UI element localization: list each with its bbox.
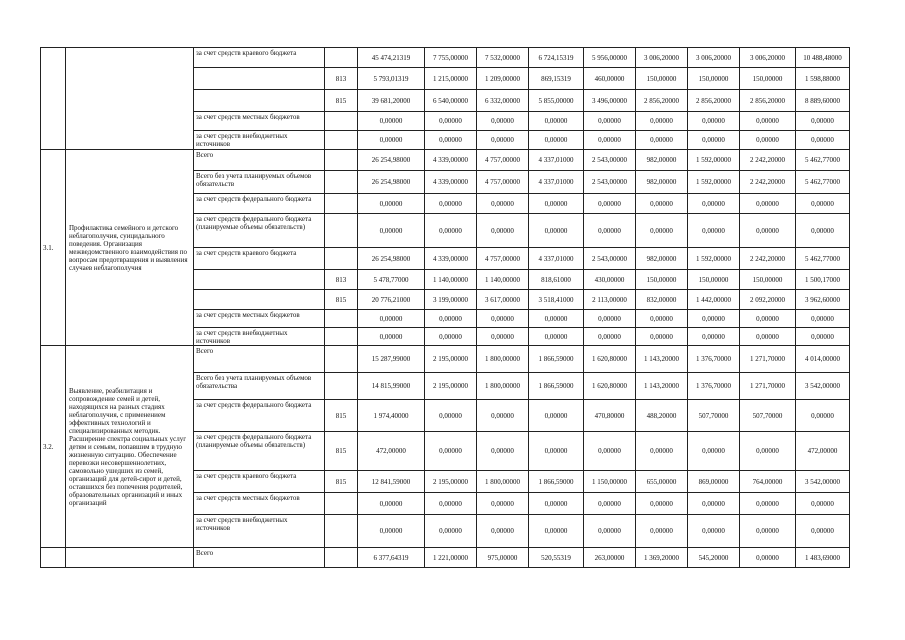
value-cell: 0,00000 (796, 310, 850, 328)
value-cell: 2 856,20000 (740, 90, 796, 112)
value-cell: 0,00000 (796, 493, 850, 515)
value-cell: 3 542,00000 (796, 471, 850, 493)
value-cell: 0,00000 (740, 310, 796, 328)
value-cell: 7 755,00000 (425, 48, 477, 68)
value-cell: 0,00000 (358, 131, 425, 150)
value-cell: 545,20000 (688, 548, 740, 568)
value-cell: 0,00000 (740, 493, 796, 515)
value-cell: 3 006,20000 (688, 48, 740, 68)
value-cell: 1 140,00000 (477, 270, 529, 290)
grbs-code-cell: 815 (325, 400, 358, 432)
section-number: 3.1. (41, 150, 66, 346)
value-cell: 0,00000 (529, 310, 584, 328)
empty-cell (325, 493, 358, 515)
value-cell: 150,00000 (688, 68, 740, 90)
value-cell: 0,00000 (584, 310, 636, 328)
value-cell: 5 793,01319 (358, 68, 425, 90)
value-cell: 0,00000 (477, 493, 529, 515)
value-cell: 1 598,88000 (796, 68, 850, 90)
value-cell: 0,00000 (688, 194, 740, 214)
value-cell: 0,00000 (636, 515, 688, 548)
value-cell: 818,61000 (529, 270, 584, 290)
value-cell: 0,00000 (740, 328, 796, 346)
funding-source-label: Всего без учета планируемых объемов обязательства (194, 373, 325, 400)
value-cell: 0,00000 (688, 214, 740, 248)
value-cell: 0,00000 (740, 548, 796, 568)
value-cell: 0,00000 (358, 112, 425, 131)
value-cell: 3 617,00000 (477, 290, 529, 310)
value-cell: 1 376,70000 (688, 373, 740, 400)
funding-source-label: за счет средств местных бюджетов (194, 112, 325, 131)
value-cell: 0,00000 (425, 432, 477, 471)
value-cell: 4 757,00000 (477, 248, 529, 270)
value-cell: 0,00000 (636, 112, 688, 131)
number-cell-empty (41, 48, 66, 150)
value-cell: 0,00000 (740, 515, 796, 548)
funding-source-label: за счет средств внебюджетных источников (194, 131, 325, 150)
value-cell: 0,00000 (636, 131, 688, 150)
value-cell: 982,00000 (636, 150, 688, 171)
value-cell: 0,00000 (688, 328, 740, 346)
value-cell: 3 542,00000 (796, 373, 850, 400)
value-cell: 26 254,98000 (358, 150, 425, 171)
value-cell: 869,15319 (529, 68, 584, 90)
value-cell: 0,00000 (477, 194, 529, 214)
value-cell: 0,00000 (358, 515, 425, 548)
value-cell: 0,00000 (636, 493, 688, 515)
value-cell: 3 006,20000 (740, 48, 796, 68)
funding-source-empty (194, 68, 325, 90)
value-cell: 0,00000 (688, 112, 740, 131)
value-cell: 1 866,59000 (529, 471, 584, 493)
empty-cell (325, 310, 358, 328)
value-cell: 520,55319 (529, 548, 584, 568)
value-cell: 0,00000 (636, 432, 688, 471)
funding-source-label: за счет средств краевого бюджета (194, 48, 325, 68)
value-cell: 0,00000 (529, 328, 584, 346)
table-row (41, 48, 850, 68)
value-cell: 0,00000 (529, 131, 584, 150)
value-cell: 3 199,00000 (425, 290, 477, 310)
funding-source-empty (194, 270, 325, 290)
grbs-code-cell: 813 (325, 68, 358, 90)
value-cell: 869,00000 (688, 471, 740, 493)
empty-cell (325, 171, 358, 194)
funding-source-label: Всего (194, 150, 325, 171)
value-cell: 0,00000 (636, 214, 688, 248)
funding-source-empty (194, 90, 325, 112)
section-name: Профилактика семейного и детского неблагополучия, суицидального поведения. Организация межведомственного взаимодействия по вопросам предотвращения и выявления случаев неблагополучия (66, 150, 194, 346)
value-cell: 0,00000 (740, 432, 796, 471)
value-cell: 0,00000 (636, 310, 688, 328)
value-cell: 6 724,15319 (529, 48, 584, 68)
value-cell: 2 195,00000 (425, 373, 477, 400)
value-cell: 4 337,01000 (529, 171, 584, 194)
value-cell: 507,70000 (740, 400, 796, 432)
value-cell: 1 215,00000 (425, 68, 477, 90)
empty-cell (325, 248, 358, 270)
value-cell: 0,00000 (425, 515, 477, 548)
value-cell: 150,00000 (740, 270, 796, 290)
value-cell: 3 518,41000 (529, 290, 584, 310)
value-cell: 0,00000 (584, 214, 636, 248)
funding-source-label: Всего без учета планируемых объемов обязательств (194, 171, 325, 194)
value-cell: 4 337,01000 (529, 150, 584, 171)
value-cell: 0,00000 (477, 400, 529, 432)
value-cell: 1 620,80000 (584, 346, 636, 373)
value-cell: 6 332,00000 (477, 90, 529, 112)
value-cell: 2 543,00000 (584, 150, 636, 171)
value-cell: 1 221,00000 (425, 548, 477, 568)
value-cell: 263,00000 (584, 548, 636, 568)
value-cell: 975,00000 (477, 548, 529, 568)
value-cell: 15 287,99000 (358, 346, 425, 373)
value-cell: 150,00000 (636, 68, 688, 90)
value-cell: 5 956,00000 (584, 48, 636, 68)
value-cell: 470,80000 (584, 400, 636, 432)
value-cell: 2 195,00000 (425, 471, 477, 493)
name-cell-empty (66, 48, 194, 150)
value-cell: 3 496,00000 (584, 90, 636, 112)
value-cell: 150,00000 (740, 68, 796, 90)
value-cell: 2 242,20000 (740, 248, 796, 270)
value-cell: 26 254,98000 (358, 248, 425, 270)
value-cell: 0,00000 (688, 432, 740, 471)
value-cell: 0,00000 (584, 328, 636, 346)
value-cell: 39 681,20000 (358, 90, 425, 112)
value-cell: 6 377,64319 (358, 548, 425, 568)
value-cell: 1 376,70000 (688, 346, 740, 373)
funding-source-label: за счет средств федерального бюджета (планируемые объемы обязательств) (194, 214, 325, 248)
value-cell: 472,00000 (358, 432, 425, 471)
value-cell: 0,00000 (477, 112, 529, 131)
value-cell: 4 757,00000 (477, 150, 529, 171)
budget-table-page (40, 47, 850, 568)
empty-cell (325, 346, 358, 373)
table-row (41, 346, 850, 373)
value-cell: 12 841,59000 (358, 471, 425, 493)
table-row (41, 548, 850, 568)
grbs-code-cell: 815 (325, 290, 358, 310)
value-cell: 0,00000 (796, 400, 850, 432)
value-cell: 4 337,01000 (529, 248, 584, 270)
value-cell: 1 483,69000 (796, 548, 850, 568)
value-cell: 5 855,00000 (529, 90, 584, 112)
value-cell: 0,00000 (358, 194, 425, 214)
value-cell: 0,00000 (425, 310, 477, 328)
value-cell: 1 592,00000 (688, 150, 740, 171)
value-cell: 0,00000 (477, 310, 529, 328)
number-cell-empty (41, 548, 66, 568)
value-cell: 4 339,00000 (425, 248, 477, 270)
value-cell: 0,00000 (529, 515, 584, 548)
empty-cell (325, 194, 358, 214)
value-cell: 0,00000 (796, 214, 850, 248)
budget-table (40, 47, 850, 568)
empty-cell (325, 214, 358, 248)
value-cell: 0,00000 (796, 112, 850, 131)
empty-cell (325, 548, 358, 568)
value-cell: 0,00000 (477, 214, 529, 248)
value-cell: 507,70000 (688, 400, 740, 432)
value-cell: 0,00000 (740, 112, 796, 131)
empty-cell (325, 48, 358, 68)
empty-cell (325, 515, 358, 548)
value-cell: 6 540,00000 (425, 90, 477, 112)
value-cell: 1 974,40000 (358, 400, 425, 432)
value-cell: 0,00000 (796, 194, 850, 214)
empty-cell (325, 112, 358, 131)
value-cell: 0,00000 (688, 131, 740, 150)
value-cell: 0,00000 (688, 493, 740, 515)
value-cell: 0,00000 (740, 214, 796, 248)
value-cell: 0,00000 (796, 131, 850, 150)
value-cell: 0,00000 (636, 194, 688, 214)
value-cell: 2 242,20000 (740, 171, 796, 194)
value-cell: 0,00000 (358, 328, 425, 346)
value-cell: 1 369,20000 (636, 548, 688, 568)
funding-source-label: за счет средств федерального бюджета (планируемые объемы обязательств) (194, 432, 325, 471)
value-cell: 1 150,00000 (584, 471, 636, 493)
value-cell: 1 442,00000 (688, 290, 740, 310)
value-cell: 0,00000 (584, 432, 636, 471)
value-cell: 20 776,21000 (358, 290, 425, 310)
value-cell: 5 462,77000 (796, 171, 850, 194)
value-cell: 982,00000 (636, 171, 688, 194)
value-cell: 1 592,00000 (688, 171, 740, 194)
value-cell: 0,00000 (584, 112, 636, 131)
funding-source-label: за счет средств внебюджетных источников (194, 328, 325, 346)
value-cell: 2 543,00000 (584, 248, 636, 270)
value-cell: 1 866,59000 (529, 346, 584, 373)
value-cell: 1 592,00000 (688, 248, 740, 270)
funding-source-label: за счет средств краевого бюджета (194, 471, 325, 493)
value-cell: 0,00000 (636, 328, 688, 346)
value-cell: 5 462,77000 (796, 248, 850, 270)
value-cell: 1 620,80000 (584, 373, 636, 400)
value-cell: 1 800,00000 (477, 346, 529, 373)
value-cell: 150,00000 (688, 270, 740, 290)
empty-cell (325, 373, 358, 400)
grbs-code-cell: 815 (325, 432, 358, 471)
value-cell: 0,00000 (796, 328, 850, 346)
value-cell: 0,00000 (358, 214, 425, 248)
value-cell: 0,00000 (358, 493, 425, 515)
funding-source-label: за счет средств местных бюджетов (194, 493, 325, 515)
name-cell-empty (66, 548, 194, 568)
value-cell: 430,00000 (584, 270, 636, 290)
value-cell: 4 339,00000 (425, 171, 477, 194)
value-cell: 10 488,48000 (796, 48, 850, 68)
value-cell: 832,00000 (636, 290, 688, 310)
funding-source-empty (194, 290, 325, 310)
value-cell: 1 143,20000 (636, 373, 688, 400)
value-cell: 45 474,21319 (358, 48, 425, 68)
value-cell: 1 271,70000 (740, 346, 796, 373)
value-cell: 0,00000 (425, 194, 477, 214)
value-cell: 472,00000 (796, 432, 850, 471)
value-cell: 4 014,00000 (796, 346, 850, 373)
funding-source-label: Всего (194, 548, 325, 568)
value-cell: 488,20000 (636, 400, 688, 432)
funding-source-label: за счет средств местных бюджетов (194, 310, 325, 328)
value-cell: 0,00000 (477, 131, 529, 150)
empty-cell (325, 131, 358, 150)
value-cell: 0,00000 (529, 400, 584, 432)
grbs-code-cell: 813 (325, 270, 358, 290)
value-cell: 1 140,00000 (425, 270, 477, 290)
value-cell: 1 866,59000 (529, 373, 584, 400)
value-cell: 3 962,60000 (796, 290, 850, 310)
funding-source-label: за счет средств федерального бюджета (194, 400, 325, 432)
value-cell: 1 500,17000 (796, 270, 850, 290)
value-cell: 2 856,20000 (636, 90, 688, 112)
value-cell: 0,00000 (425, 131, 477, 150)
funding-source-label: за счет средств федерального бюджета (194, 194, 325, 214)
value-cell: 0,00000 (740, 131, 796, 150)
funding-source-label: за счет средств краевого бюджета (194, 248, 325, 270)
value-cell: 0,00000 (584, 515, 636, 548)
value-cell: 0,00000 (584, 493, 636, 515)
empty-cell (325, 150, 358, 171)
value-cell: 982,00000 (636, 248, 688, 270)
grbs-code-cell: 815 (325, 471, 358, 493)
funding-source-label: Всего (194, 346, 325, 373)
value-cell: 2 856,20000 (688, 90, 740, 112)
value-cell: 8 889,60000 (796, 90, 850, 112)
value-cell: 0,00000 (477, 432, 529, 471)
value-cell: 2 092,20000 (740, 290, 796, 310)
value-cell: 0,00000 (425, 493, 477, 515)
value-cell: 26 254,98000 (358, 171, 425, 194)
table-row (41, 150, 850, 171)
value-cell: 1 800,00000 (477, 373, 529, 400)
value-cell: 0,00000 (477, 328, 529, 346)
grbs-code-cell: 815 (325, 90, 358, 112)
value-cell: 1 800,00000 (477, 471, 529, 493)
value-cell: 460,00000 (584, 68, 636, 90)
value-cell: 1 143,20000 (636, 346, 688, 373)
value-cell: 5 478,77000 (358, 270, 425, 290)
value-cell: 0,00000 (796, 515, 850, 548)
value-cell: 0,00000 (358, 310, 425, 328)
value-cell: 0,00000 (425, 112, 477, 131)
value-cell: 4 339,00000 (425, 150, 477, 171)
value-cell: 5 462,77000 (796, 150, 850, 171)
value-cell: 0,00000 (688, 310, 740, 328)
value-cell: 764,00000 (740, 471, 796, 493)
value-cell: 1 271,70000 (740, 373, 796, 400)
value-cell: 0,00000 (740, 194, 796, 214)
value-cell: 655,00000 (636, 471, 688, 493)
value-cell: 1 209,00000 (477, 68, 529, 90)
empty-cell (325, 328, 358, 346)
value-cell: 0,00000 (425, 214, 477, 248)
value-cell: 3 006,20000 (636, 48, 688, 68)
value-cell: 0,00000 (529, 493, 584, 515)
section-name: Выявление, реабилитация и сопровождение семей и детей, находящихся на разных стадиях неблагополучия, с применением эффективных технологий и специализированных методик. Расширение спектра социальных услуг детям и семьям, попавшим в трудную жизненную ситуацию. Обеспечение перевозки несовершеннолетних, самовольно ушедших из семей, организаций для детей-сирот и детей, оставшихся без попечения родителей, образовательных организаций и иных организаций (66, 346, 194, 548)
funding-source-label: за счет средств внебюджетных источников (194, 515, 325, 548)
section-number: 3.2. (41, 346, 66, 548)
value-cell: 7 532,00000 (477, 48, 529, 68)
value-cell: 0,00000 (477, 515, 529, 548)
value-cell: 4 757,00000 (477, 171, 529, 194)
value-cell: 14 815,99000 (358, 373, 425, 400)
value-cell: 0,00000 (425, 328, 477, 346)
value-cell: 150,00000 (636, 270, 688, 290)
value-cell: 0,00000 (529, 432, 584, 471)
value-cell: 0,00000 (529, 214, 584, 248)
value-cell: 0,00000 (584, 131, 636, 150)
value-cell: 0,00000 (529, 194, 584, 214)
value-cell: 0,00000 (529, 112, 584, 131)
value-cell: 2 543,00000 (584, 171, 636, 194)
value-cell: 2 195,00000 (425, 346, 477, 373)
value-cell: 0,00000 (688, 515, 740, 548)
value-cell: 2 113,00000 (584, 290, 636, 310)
value-cell: 0,00000 (584, 194, 636, 214)
value-cell: 0,00000 (425, 400, 477, 432)
value-cell: 2 242,20000 (740, 150, 796, 171)
